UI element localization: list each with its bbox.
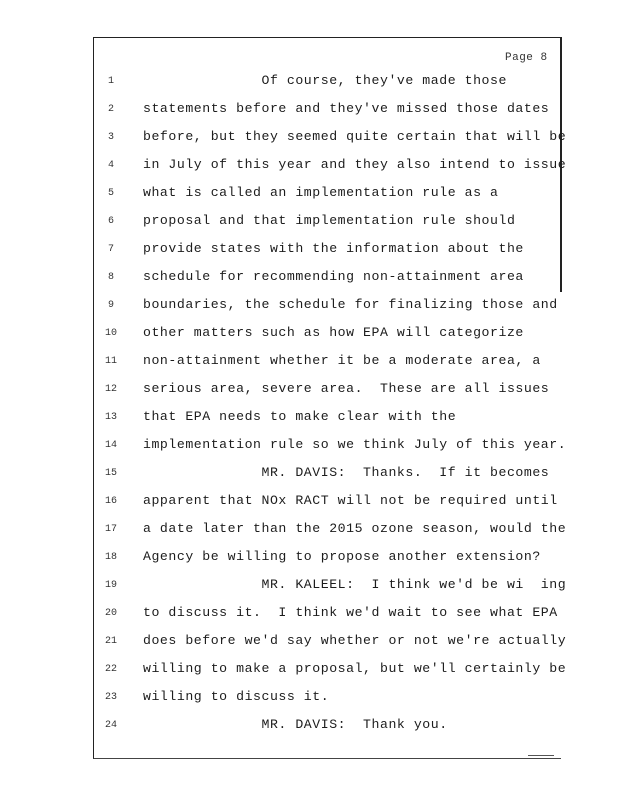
line-number: 1 xyxy=(107,76,114,87)
line-number: 24 xyxy=(104,720,117,731)
transcript-line: boundaries, the schedule for finalizing those and xyxy=(143,297,558,312)
line-number: 18 xyxy=(104,552,117,563)
line-number: 23 xyxy=(104,692,117,703)
transcript-line: provide states with the information about the xyxy=(143,241,524,256)
transcript-line: does before we'd say whether or not we're actually xyxy=(143,633,567,648)
transcript-line: willing to discuss it. xyxy=(143,689,330,704)
transcript-line: what is called an implementation rule as a xyxy=(143,185,499,200)
transcript-line: statements before and they've missed those dates xyxy=(143,101,550,116)
transcript-line: implementation rule so we think July of this year. xyxy=(143,437,567,452)
transcript-line: MR. KALEEL: I think we'd be wi ing xyxy=(143,577,567,592)
transcript-line: that EPA needs to make clear with the xyxy=(143,409,457,424)
transcript-line: MR. DAVIS: Thank you. xyxy=(143,717,448,732)
line-number: 21 xyxy=(104,636,117,647)
line-number: 12 xyxy=(104,384,117,395)
line-number: 10 xyxy=(104,328,117,339)
line-number: 15 xyxy=(104,468,117,479)
transcript-line: serious area, severe area. These are all issues xyxy=(143,381,550,396)
page-corner-mark xyxy=(528,755,554,759)
transcript-line: Agency be willing to propose another extension? xyxy=(143,549,541,564)
transcript-line: willing to make a proposal, but we'll certainly be xyxy=(143,661,567,676)
line-number: 16 xyxy=(104,496,117,507)
line-number: 3 xyxy=(107,132,114,143)
line-number: 4 xyxy=(107,160,114,171)
line-number: 19 xyxy=(104,580,117,591)
transcript-line: non-attainment whether it be a moderate area, a xyxy=(143,353,541,368)
line-number: 20 xyxy=(104,608,117,619)
line-number: 5 xyxy=(107,188,114,199)
transcript-line: apparent that NOx RACT will not be required until xyxy=(143,493,558,508)
line-number: 2 xyxy=(107,104,114,115)
line-number: 13 xyxy=(104,412,117,423)
line-number: 7 xyxy=(107,244,114,255)
line-number: 8 xyxy=(107,272,114,283)
transcript-line: Of course, they've made those xyxy=(143,73,507,88)
transcript-line: MR. DAVIS: Thanks. If it becomes xyxy=(143,465,550,480)
line-number: 22 xyxy=(104,664,117,675)
line-number: 14 xyxy=(104,440,117,451)
page-number: Page 8 xyxy=(505,52,548,64)
transcript-line: schedule for recommending non-attainment area xyxy=(143,269,524,284)
transcript-line: before, but they seemed quite certain that will be xyxy=(143,129,567,144)
transcript-line: proposal and that implementation rule should xyxy=(143,213,516,228)
transcript-line: to discuss it. I think we'd wait to see what EPA xyxy=(143,605,558,620)
line-number: 11 xyxy=(104,356,117,367)
line-number: 9 xyxy=(107,300,114,311)
page-border xyxy=(93,37,561,759)
transcript-line: other matters such as how EPA will categorize xyxy=(143,325,524,340)
transcript-line: in July of this year and they also intend to issue xyxy=(143,157,567,172)
line-number: 6 xyxy=(107,216,114,227)
line-number: 17 xyxy=(104,524,117,535)
transcript-line: a date later than the 2015 ozone season, would the xyxy=(143,521,567,536)
